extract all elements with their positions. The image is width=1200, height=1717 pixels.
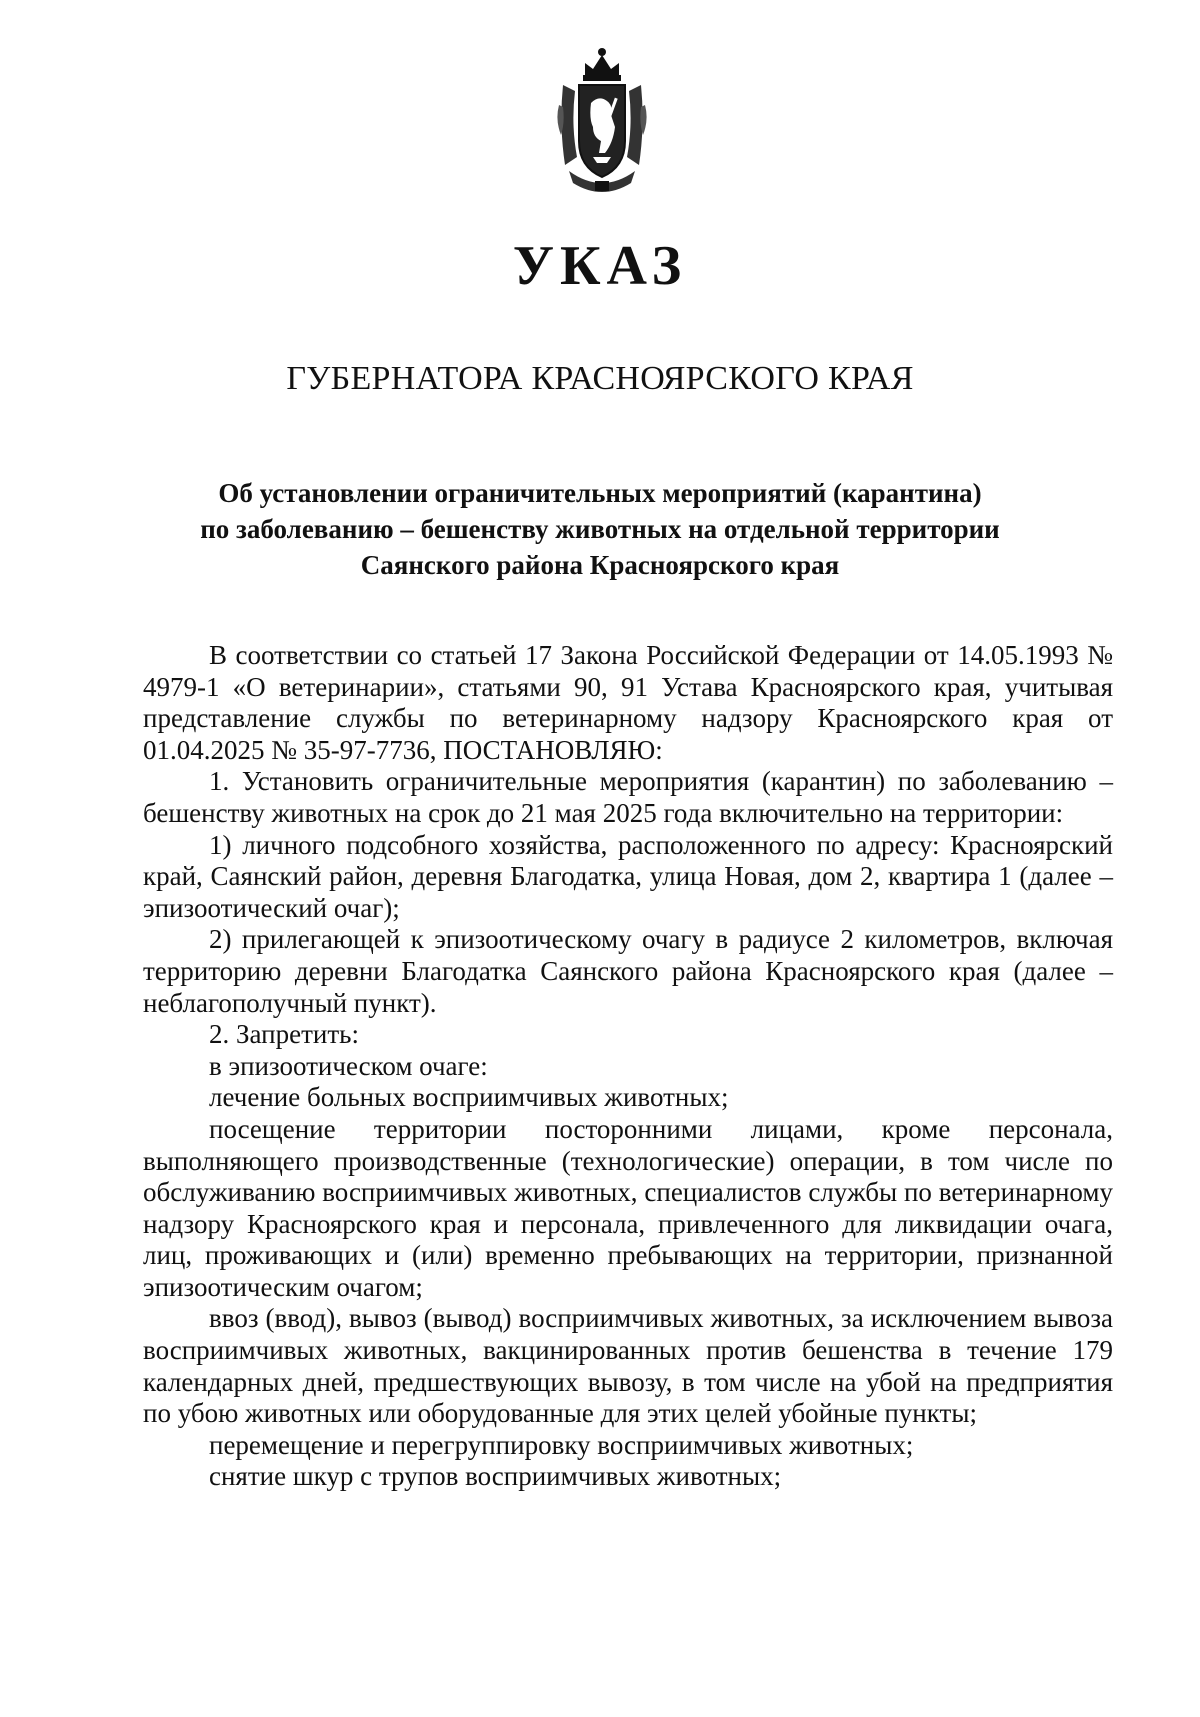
coat-of-arms-icon xyxy=(555,45,649,193)
paragraph-prohibition: лечение больных восприимчивых животных; xyxy=(209,1082,729,1113)
paragraph-subitem-2: 2) прилегающей к эпизоотическому очагу в радиусе 2 километров, включая территорию деревни Благодатка Саянского района Красноярского края (далее – неблагополучный пункт). xyxy=(143,924,1113,1018)
paragraph-prohibition: перемещение и перегруппировку восприимчивых животных; xyxy=(209,1429,914,1460)
paragraph-subitem-1: 1) личного подсобного хозяйства, расположенного по адресу: Красноярский край, Саянский район, деревня Благодатка, улица Новая, дом 2, квартира 1 (далее – эпизоотический очаг); xyxy=(143,829,1113,923)
document-body xyxy=(143,640,1113,1493)
paragraph-prohibition: ввоз (ввод), вывоз (вывод) восприимчивых животных, за исключением вывоза восприимчивых животных, вакцинированных против бешенства в течение 179 календарных дней, предшествующих вывозу, в том числе на убой на предприятия по убою животных или оборудованные для этих целей убойные пункты; xyxy=(143,1303,1113,1429)
paragraph-item-1: 1. Установить ограничительные мероприятия (карантин) по заболеванию – бешенству животных на срок до 21 мая 2025 года включительно на территории: xyxy=(143,766,1113,828)
paragraph-focus-heading: в эпизоотическом очаге: xyxy=(209,1050,488,1081)
title-line: по заболеванию – бешенству животных на отдельной территории xyxy=(200,514,1000,544)
title-line: Саянского района Красноярского края xyxy=(360,550,840,580)
paragraph-preamble: В соответствии со статьей 17 Закона Российской Федерации от 14.05.1993 № 4979-1 «О ветеринарии», статьями 90, 91 Устава Красноярского края, учитывая представление службы по ветеринарному надзору Красноярского края от 01.04.2025 № 35-97-7736, ПОСТАНОВЛЯЮ: xyxy=(143,640,1113,765)
paragraph-item-2: 2. Запретить: xyxy=(209,1019,359,1050)
document-type: УКАЗ xyxy=(512,235,688,297)
paragraph-prohibition: посещение территории посторонними лицами, кроме персонала, выполняющего производственные (технологические) операции, в том числе по обслуживанию восприимчивых животных, специалистов службы по ветеринарному надзору Красноярского края и персонала, привлеченного для ликвидации очага, лиц, проживающих и (или) временно пребывающих на территории, признанной эпизоотическим очагом; xyxy=(143,1113,1113,1302)
document-issuer: ГУБЕРНАТОРА КРАСНОЯРСКОГО КРАЯ xyxy=(286,360,914,397)
paragraph-prohibition: снятие шкур с трупов восприимчивых животных; xyxy=(209,1461,782,1492)
title-line: Об установлении ограничительных мероприятий (карантина) xyxy=(218,478,982,508)
document-title xyxy=(100,475,1100,583)
